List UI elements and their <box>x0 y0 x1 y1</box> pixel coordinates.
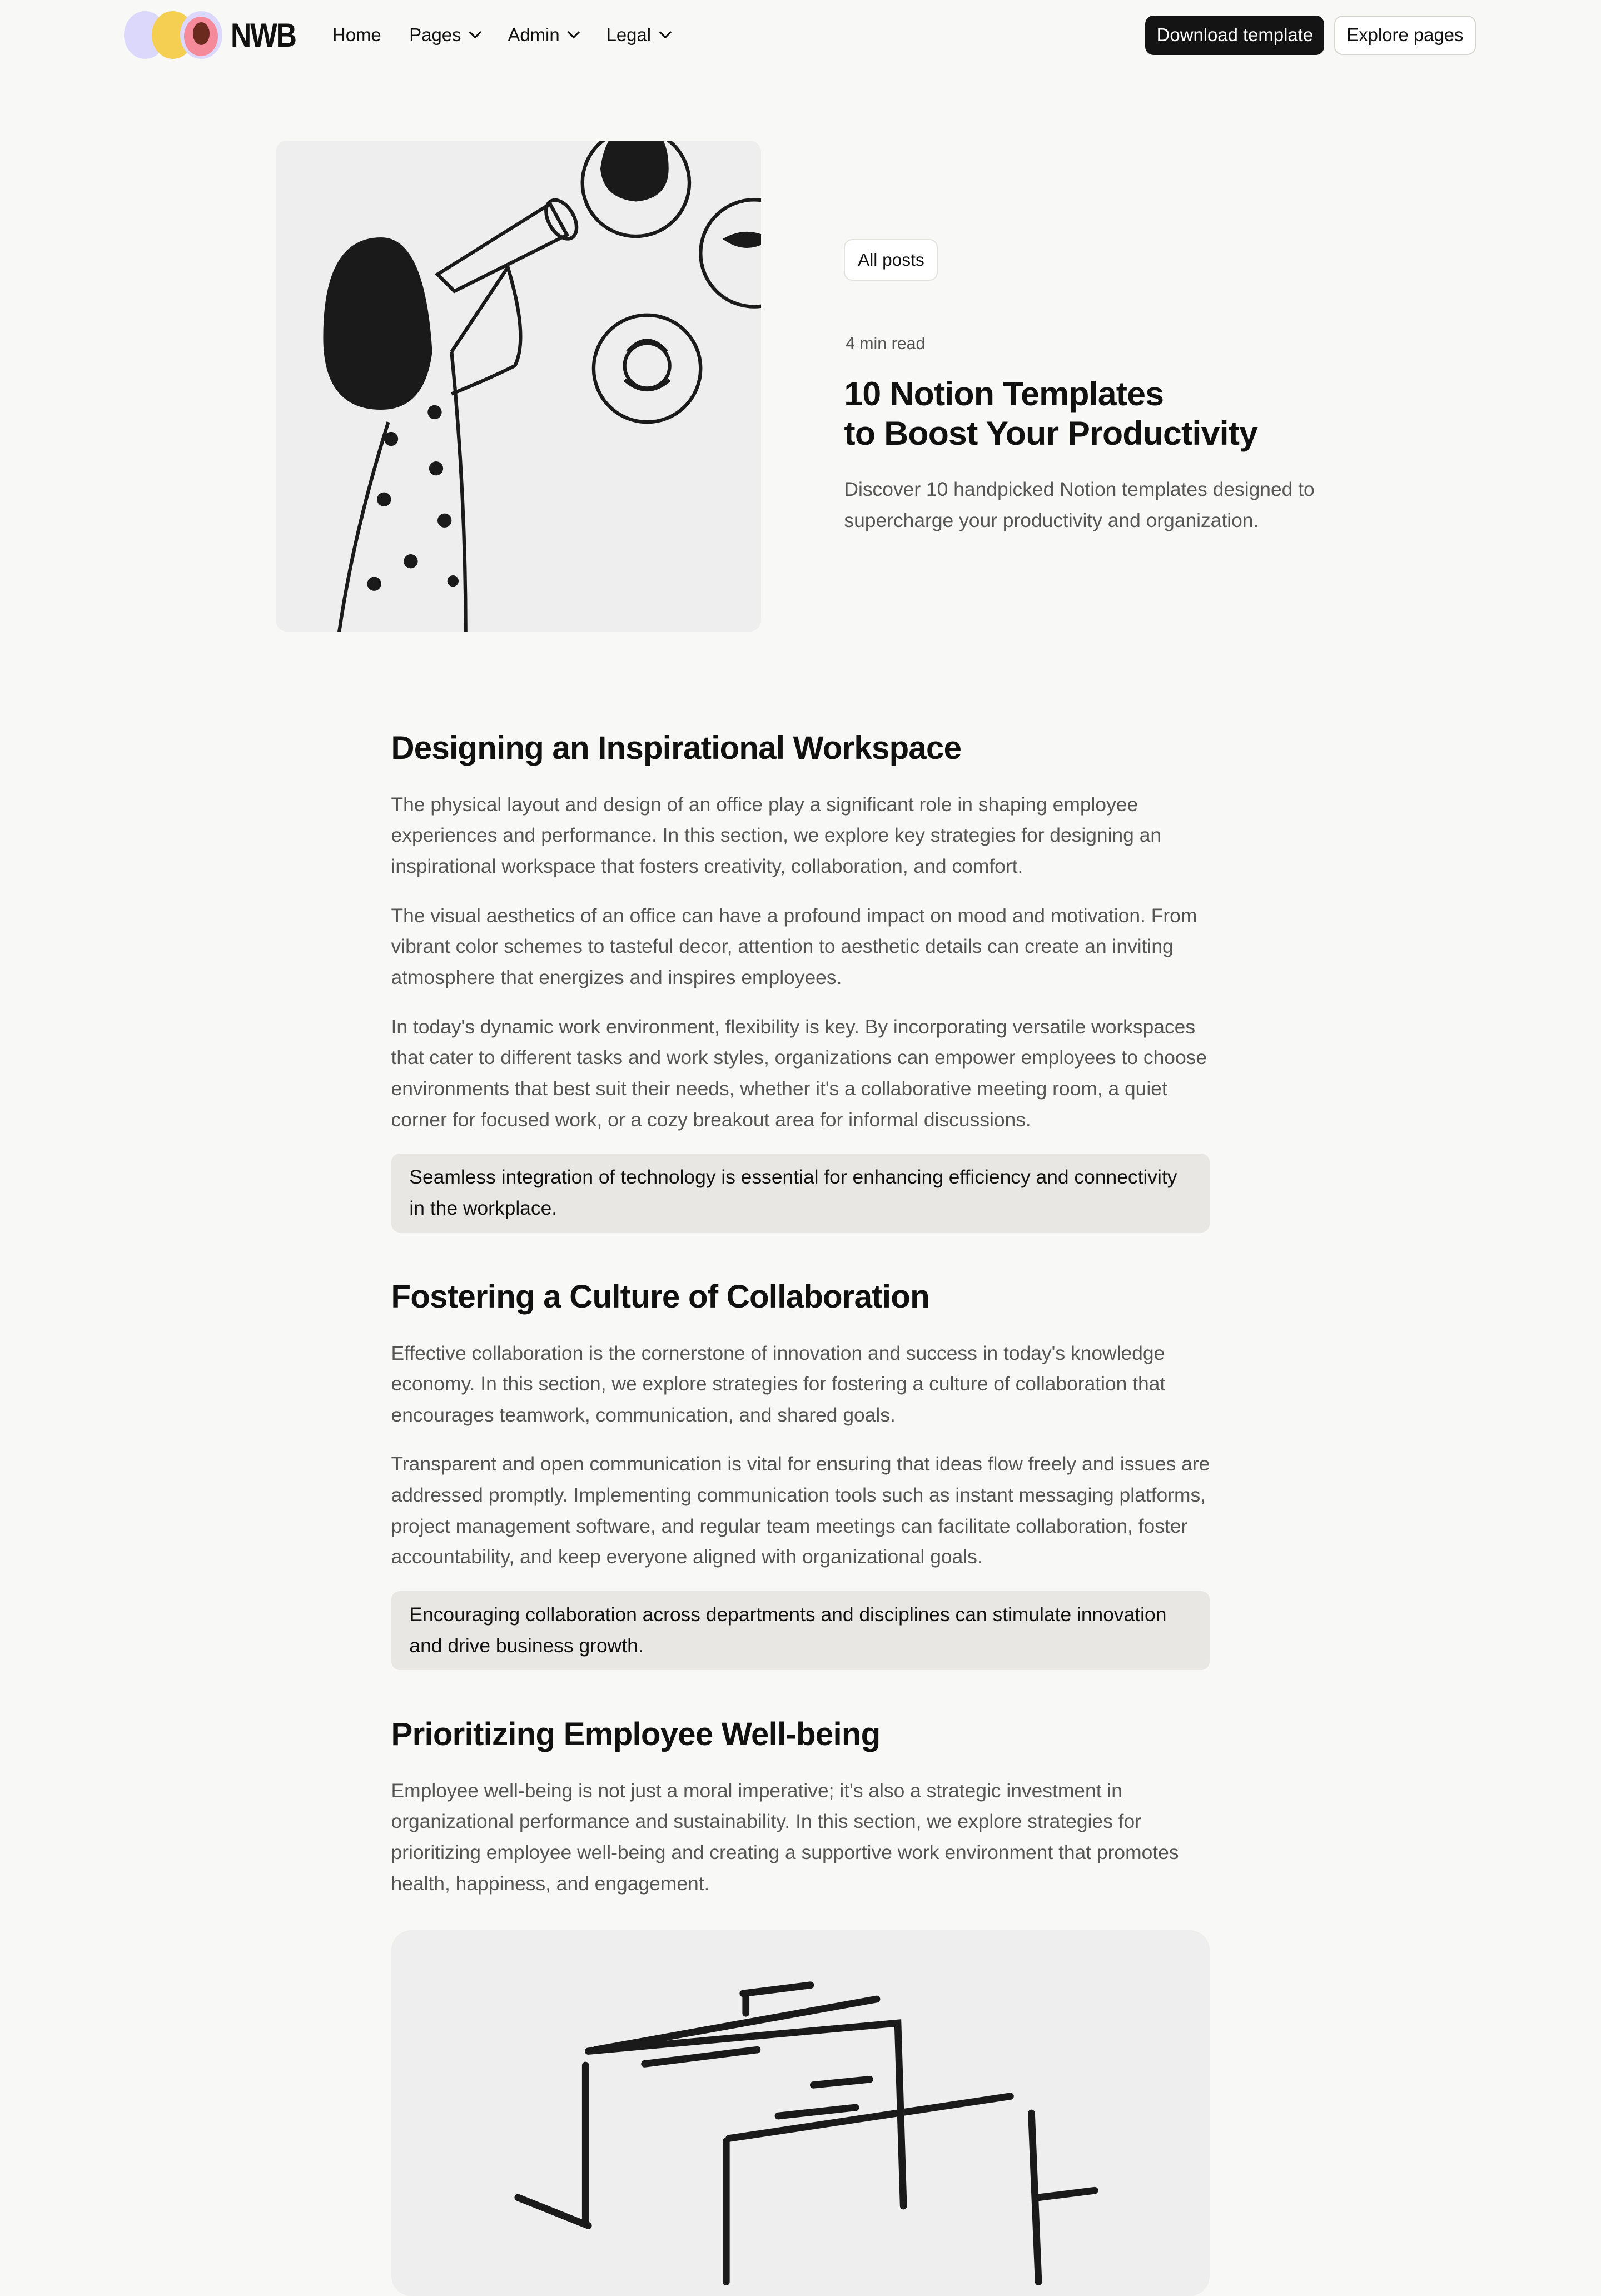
explore-pages-button[interactable]: Explore pages <box>1334 16 1476 55</box>
logo-avatars[interactable] <box>124 11 225 59</box>
nav-pages[interactable] <box>409 24 480 46</box>
nav-legal[interactable] <box>606 24 670 46</box>
brand-logo[interactable]: NWB <box>231 16 296 54</box>
post-description: Discover 10 handpicked Notion templates designed to supercharge your productivity and organization. <box>844 478 1315 531</box>
title-line: to Boost Your Productivity <box>844 414 1258 453</box>
callout: Encouraging collaboration across departments and disciplines can stimulate innovation and drive business growth. <box>391 1591 1210 1670</box>
chevron-down-icon <box>568 26 580 38</box>
nav-label: Admin <box>508 24 560 46</box>
paragraph: In today's dynamic work environment, flexibility is key. By incorporating versatile workspaces that cater to different tasks and work styles, organizations can empower employees to choose environments that best suit their needs, whether it's a collaborative meeting room, a quiet corner for focused work, or a cozy breakout area for informal discussions. <box>391 1015 1207 1131</box>
callout: Seamless integration of technology is essential for enhancing efficiency and connectivity in the workplace. <box>391 1154 1210 1233</box>
nav-label: Pages <box>409 24 461 46</box>
section-heading: Prioritizing Employee Well-being <box>391 1716 881 1753</box>
chevron-down-icon <box>469 26 481 38</box>
hero-illustration <box>276 141 761 632</box>
section-heading: Designing an Inspirational Workspace <box>391 730 962 767</box>
article-illustration <box>391 1930 1210 2296</box>
article-body <box>391 724 1210 1917</box>
section-heading: Fostering a Culture of Collaboration <box>391 1279 929 1315</box>
nav-home[interactable] <box>332 24 381 46</box>
paragraph: The physical layout and design of an office play a significant role in shaping employee experiences and performance. In this section, we explore key strategies for designing an inspirational workspace that fosters creativity, collaboration, and comfort. <box>391 793 1162 878</box>
post-title <box>844 374 1257 453</box>
nav-admin[interactable] <box>508 24 578 46</box>
nav-label: Home <box>332 24 381 46</box>
read-time: 4 min read <box>845 335 926 354</box>
download-template-button[interactable]: Download template <box>1145 16 1324 55</box>
paragraph: Effective collaboration is the cornerstone of innovation and success in today's knowledge economy. In this section, we explore strategies for fostering a culture of collaboration that encourages teamwork, communication, and shared goals. <box>391 1341 1166 1426</box>
paragraph: Employee well-being is not just a moral imperative; it's also a strategic investment in organizational performance and sustainability. In this section, we explore strategies for prioritizing employee well-being and creating a supportive work environment that promotes health, happiness, and engagement. <box>391 1779 1179 1895</box>
all-posts-link[interactable]: All posts <box>844 239 938 281</box>
avatar <box>180 11 222 59</box>
nav-label: Legal <box>606 24 652 46</box>
paragraph: Transparent and open communication is vital for ensuring that ideas flow freely and issues are addressed promptly. Implementing communication tools such as instant messaging platforms, project management software, and regular team meetings can facilitate collaboration, foster accountability, and keep everyone aligned with organizational goals. <box>391 1453 1210 1568</box>
title-line: 10 Notion Templates <box>844 375 1164 413</box>
top-nav <box>124 11 1476 59</box>
chevron-down-icon <box>659 26 671 38</box>
paragraph: The visual aesthetics of an office can have a profound impact on mood and motivation. From vibrant color schemes to tasteful decor, attention to aesthetic details can create an inviting atmosphere that energizes and inspires employees. <box>391 904 1197 988</box>
